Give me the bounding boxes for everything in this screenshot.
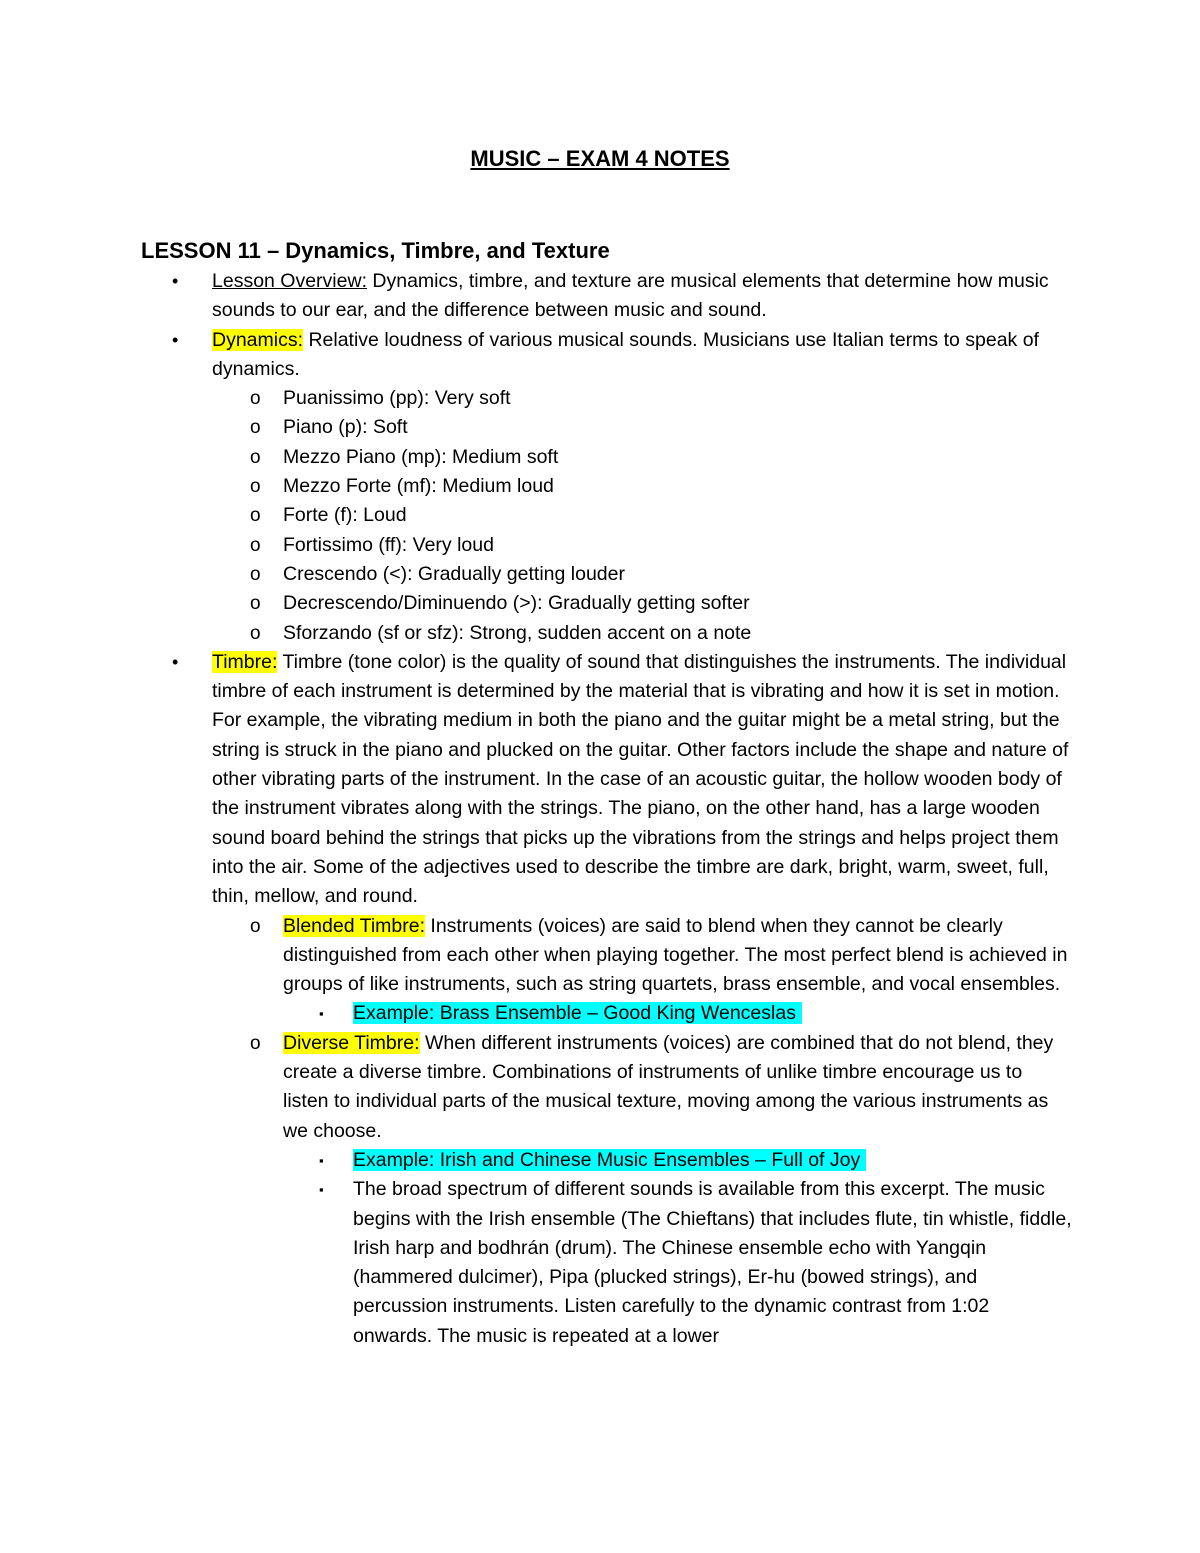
dynamics-term-text: Decrescendo/Diminuendo (>): Gradually getting softer (283, 592, 750, 615)
dynamics-term-text: Mezzo Piano (mp): Medium soft (283, 445, 559, 468)
overview-text: Dynamics, timbre, and texture are musical elements that determine how music sounds to our ear, and the difference between music and sound. (212, 270, 1049, 322)
dynamics-term (0, 531, 1073, 560)
dynamics-term-text: Sforzando (sf or sfz): Strong, sudden accent on a note (283, 621, 752, 644)
blended-timbre-label: Blended Timbre: (283, 914, 425, 937)
dynamics-term (0, 443, 1073, 472)
dynamics-term (0, 501, 1073, 530)
square-bullet-icon: ▪ (319, 1182, 324, 1198)
list-item-diverse-timbre (0, 1029, 1073, 1146)
dynamics-term (0, 472, 1073, 501)
circle-bullet-icon: o (250, 388, 261, 410)
circle-bullet-icon: o (250, 563, 261, 585)
dynamics-term (0, 413, 1073, 442)
list-item-dynamics (0, 326, 1072, 385)
square-bullet-icon: ▪ (319, 1152, 324, 1168)
document-title: MUSIC – EXAM 4 NOTES (470, 146, 730, 171)
dynamics-term-text: Mezzo Forte (mf): Medium loud (283, 475, 554, 498)
circle-bullet-icon: o (250, 446, 261, 468)
dynamics-label: Dynamics: (212, 328, 304, 351)
bullet-icon: • (172, 651, 179, 672)
circle-bullet-icon: o (250, 417, 261, 439)
diverse-description-text: The broad spectrum of different sounds is available from this excerpt. The music begins with the Irish ensemble (The Chieftans) that includes flute, tin whistle, fiddle, Irish harp and bodhrán (drum). The Chinese ensemble echo with Yangqin (hammered dulcimer), Pipa (plucked strings), Er-hu (bowed strings), and percussion instruments. Listen carefully to the dynamic contrast from 1:02 onwards. The music is repeated at a lower (353, 1178, 1072, 1347)
dynamics-term-text: Puanissimo (pp): Very soft (283, 387, 511, 410)
circle-bullet-icon: o (250, 593, 261, 615)
bullet-icon: • (172, 271, 179, 291)
diverse-timbre-label: Diverse Timbre: (283, 1031, 420, 1054)
diverse-timbre-text: When different instruments (voices) are combined that do not blend, they create a diverse timbre. Combinations of instruments of unlike timbre encourage us to listen to individual parts of the musical texture, moving among the various instruments as we choose. (283, 1031, 1054, 1142)
circle-bullet-icon: o (250, 534, 261, 556)
blended-example (0, 999, 1073, 1028)
dynamics-term-text: Crescendo (<): Gradually getting louder (283, 562, 625, 585)
list-item-timbre (0, 648, 1072, 912)
diverse-example (0, 1146, 1073, 1175)
bullet-icon: • (172, 329, 179, 350)
dynamics-term (0, 619, 1073, 648)
dynamics-term-text: Fortissimo (ff): Very loud (283, 533, 494, 556)
circle-bullet-icon: o (250, 505, 261, 527)
notes-list (0, 267, 1200, 1351)
dynamics-term (0, 589, 1073, 618)
circle-bullet-icon: o (250, 476, 261, 498)
dynamics-term-text: Forte (f): Loud (283, 504, 407, 527)
lesson-heading: LESSON 11 – Dynamics, Timbre, and Texture (141, 238, 610, 263)
dynamics-text: Relative loudness of various musical sounds. Musicians use Italian terms to speak of dynamics. (212, 328, 1039, 380)
blended-example-text: Example: Brass Ensemble – Good King Wenceslas (353, 1002, 802, 1024)
list-item-blended-timbre (0, 912, 1073, 1000)
diverse-description (0, 1175, 1073, 1351)
square-bullet-icon: ▪ (319, 1006, 324, 1022)
circle-bullet-icon: o (250, 915, 261, 937)
list-item-overview (0, 267, 1072, 326)
circle-bullet-icon: o (250, 1032, 261, 1054)
diverse-example-text: Example: Irish and Chinese Music Ensembles – Full of Joy (353, 1149, 866, 1171)
circle-bullet-icon: o (250, 622, 261, 644)
dynamics-term (0, 384, 1073, 413)
overview-label: Lesson Overview: (212, 270, 367, 292)
blended-timbre-text: Instruments (voices) are said to blend when they cannot be clearly distinguished from each other when playing together. The most perfect blend is achieved in groups of like instruments, such as string quartets, brass ensemble, and vocal ensembles. (283, 914, 1068, 996)
timbre-label: Timbre: (212, 650, 278, 673)
dynamics-term (0, 560, 1073, 589)
timbre-text: Timbre (tone color) is the quality of sound that distinguishes the instruments. The individual timbre of each instrument is determined by the material that is vibrating and how it is set in motion. For example, the vibrating medium in both the piano and the guitar might be a metal string, but the string is struck in the piano and plucked on the guitar. Other factors include the shape and nature of other vibrating parts of the instrument. In the case of an acoustic guitar, the hollow wooden body of the instrument vibrates along with the strings. The piano, on the other hand, has a large wooden sound board behind the strings that picks up the vibrations from the strings and helps project them into the air. Some of the adjectives used to describe the timbre are dark, bright, warm, sweet, full, thin, mellow, and round. (212, 650, 1069, 908)
dynamics-term-text: Piano (p): Soft (283, 416, 408, 439)
